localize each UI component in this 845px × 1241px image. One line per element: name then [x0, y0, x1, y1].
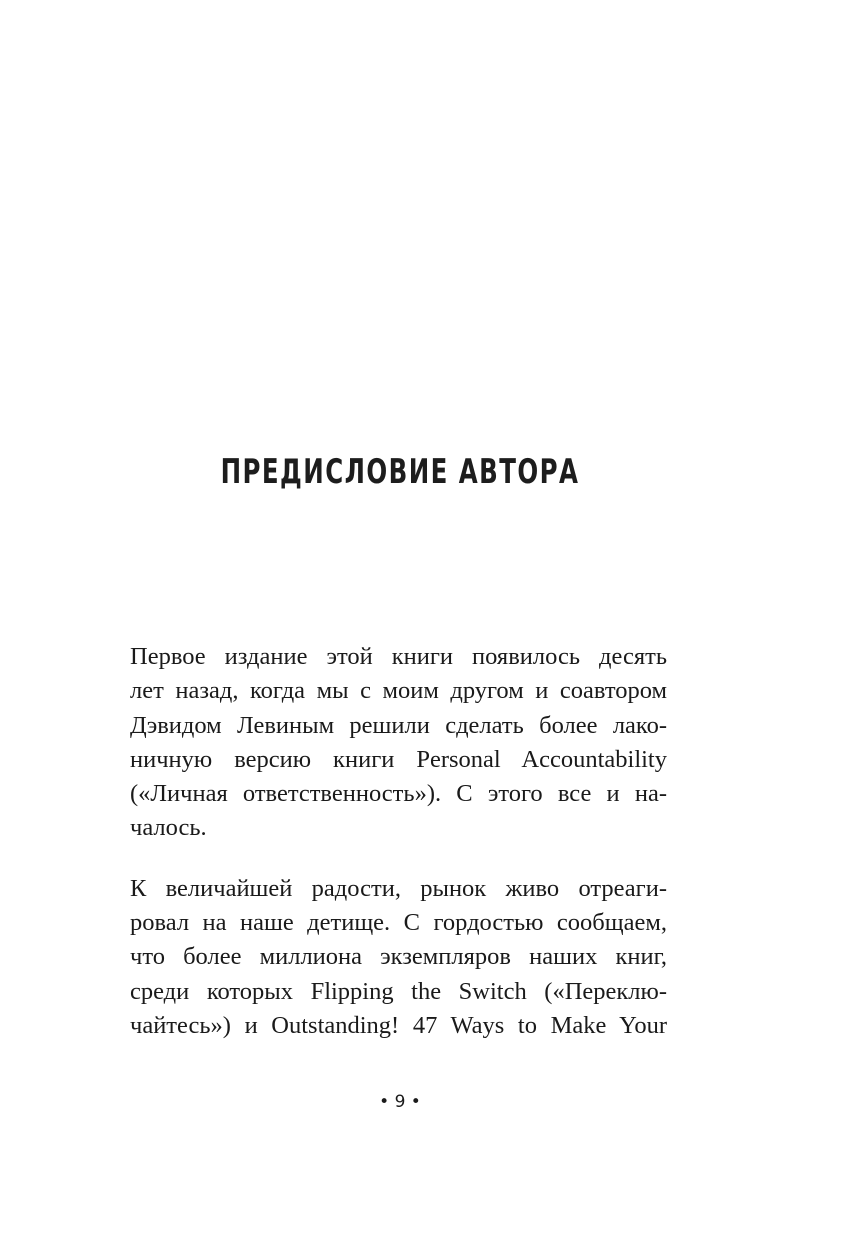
- text-line: среди которых Flipping the Switch («Переклю-: [130, 977, 667, 1005]
- body-text: [130, 640, 667, 1069]
- text-line: Дэвидом Левиным решили сделать более лако-: [130, 711, 667, 739]
- text-line: ровал на наше детище. С гордостью сообщаем,: [130, 909, 667, 937]
- text-line: К величайшей радости, рынок живо отреаги-: [130, 874, 667, 902]
- text-line: что более миллиона экземпляров наших книг,: [130, 943, 667, 971]
- text-line: («Личная ответственность»). С этого все и на-: [130, 780, 667, 808]
- paragraph-2: [130, 872, 667, 1043]
- text-line: чайтесь») и Outstanding! 47 Ways to Make Your: [130, 1011, 667, 1039]
- paragraph-1: [130, 640, 667, 846]
- page-number: • 9 •: [379, 1092, 421, 1112]
- chapter-title: ПРЕДИСЛОВИЕ АВТОРА: [220, 452, 580, 492]
- text-line: ничную версию книги Personal Accountability: [130, 745, 667, 773]
- text-line: чалось.: [130, 814, 207, 842]
- text-line: Первое издание этой книги появилось десять: [130, 643, 667, 670]
- text-line: лет назад, когда мы с моим другом и соавтором: [130, 677, 667, 705]
